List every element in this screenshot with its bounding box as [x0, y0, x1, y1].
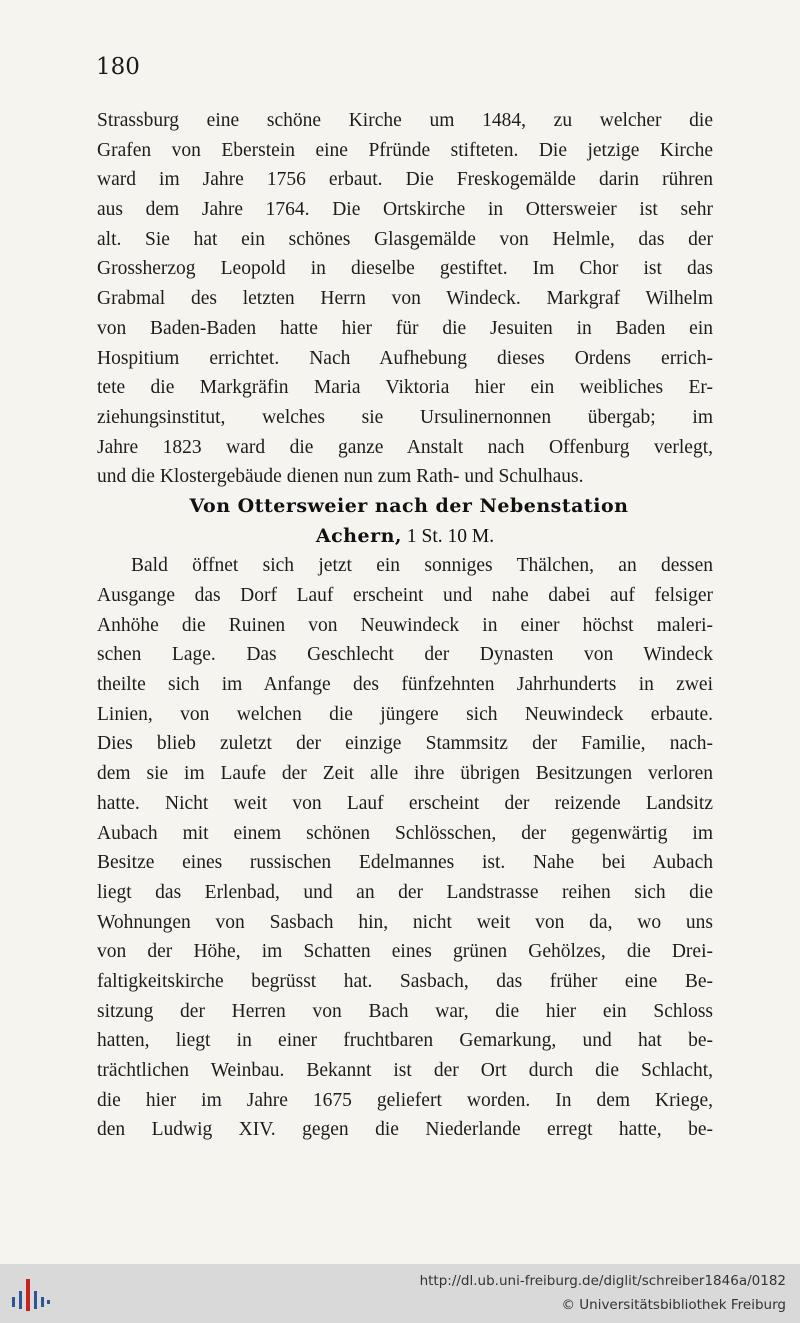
text-line: Aubach mit einem schönen Schlösschen, der gegenwärtig im [97, 822, 713, 844]
text-line: Wohnungen von Sasbach hin, nicht weit von da, wo uns [97, 911, 713, 933]
text-line: Grabmal des letzten Herrn von Windeck. Markgraf Wilhelm [97, 288, 713, 310]
text-line: Grafen von Eberstein eine Pfründe stifteten. Die jetzige Kirche [97, 139, 713, 161]
text-line: Anhöhe die Ruinen von Neuwindeck in einer höchst maleri- [97, 614, 713, 636]
section-heading-destination: Achern, [315, 524, 403, 547]
section-heading-distance: 1 St. 10 M. [402, 525, 495, 547]
text-line: Hospitium errichtet. Nach Aufhebung dieses Ordens errich- [97, 347, 713, 369]
text-line: faltigkeitskirche begrüsst hat. Sasbach, das früher eine Be- [97, 970, 713, 992]
text-line: Linien, von welchen die jüngere sich Neuwindeck erbaute. [97, 703, 713, 725]
text-line: Jahre 1823 ward die ganze Anstalt nach Offenburg verlegt, [97, 436, 713, 458]
text-line: Strassburg eine schöne Kirche um 1484, zu welcher die [97, 110, 713, 131]
text-line: von der Höhe, im Schatten eines grünen Gehölzes, die Drei- [97, 941, 713, 963]
page-text [97, 106, 713, 1145]
copyright-notice: © Universitätsbibliothek Freiburg [561, 1297, 786, 1313]
text-line: hatte. Nicht weit von Lauf erscheint der reizende Landsitz [97, 792, 713, 814]
text-line: Ausgange das Dorf Lauf erscheint und nahe dabei auf felsiger [97, 585, 713, 606]
text-line: aus dem Jahre 1764. Die Ortskirche in Ottersweier ist sehr [97, 199, 713, 221]
permalink-url[interactable]: http://dl.ub.uni-freiburg.de/diglit/schreiber1846a/0182 [419, 1273, 786, 1289]
text-line: theilte sich im Anfange des fünfzehnten Jahrhunderts in zwei [97, 674, 713, 696]
text-line: sitzung der Herren von Bach war, die hier ein Schloss [97, 1000, 713, 1022]
ub-freiburg-logo-icon[interactable] [10, 1275, 52, 1315]
text-line: den Ludwig XIV. gegen die Niederlande erregt hatte, be- [97, 1119, 713, 1141]
text-line: alt. Sie hat ein schönes Glasgemälde von Helmle, das der [97, 228, 713, 250]
text-line: dem sie im Laufe der Zeit alle ihre übrigen Besitzungen verloren [97, 763, 713, 785]
text-line: Grossherzog Leopold in dieselbe gestiftet. Im Chor ist das [97, 258, 713, 280]
text-line: tete die Markgräfin Maria Viktoria hier ein weibliches Er- [97, 377, 713, 399]
text-line: Bald öffnet sich jetzt ein sonniges Thälchen, an dessen [131, 555, 713, 577]
text-line: ziehungsinstitut, welches sie Ursulinernonnen übergab; im [97, 406, 713, 428]
text-line: liegt das Erlenbad, und an der Landstrasse reihen sich die [97, 881, 713, 903]
page-number: 180 [96, 54, 140, 80]
text-line: schen Lage. Das Geschlecht der Dynasten von Windeck [97, 644, 713, 666]
text-line: hatten, liegt in einer fruchtbaren Gemarkung, und hat be- [97, 1030, 713, 1052]
section-heading-subline [97, 522, 713, 552]
section-heading-title: Von Ottersweier nach der Nebenstation [189, 494, 629, 517]
text-line: trächtlichen Weinbau. Bekannt ist der Ort durch die Schlacht, [97, 1060, 713, 1081]
text-line: Dies blieb zuletzt der einzige Stammsitz der Familie, nach- [97, 733, 713, 755]
text-line: die hier im Jahre 1675 geliefert worden. In dem Kriege, [97, 1089, 713, 1111]
text-line: ward im Jahre 1756 erbaut. Die Freskogemälde darin rühren [97, 169, 713, 191]
viewer-footer [0, 1264, 800, 1323]
text-line: Besitze eines russischen Edelmannes ist. Nahe bei Aubach [97, 852, 713, 874]
section-heading [97, 492, 713, 522]
text-line: und die Klostergebäude dienen nun zum Rath- und Schulhaus. [97, 466, 584, 488]
text-line: von Baden-Baden hatte hier für die Jesuiten in Baden ein [97, 317, 713, 339]
